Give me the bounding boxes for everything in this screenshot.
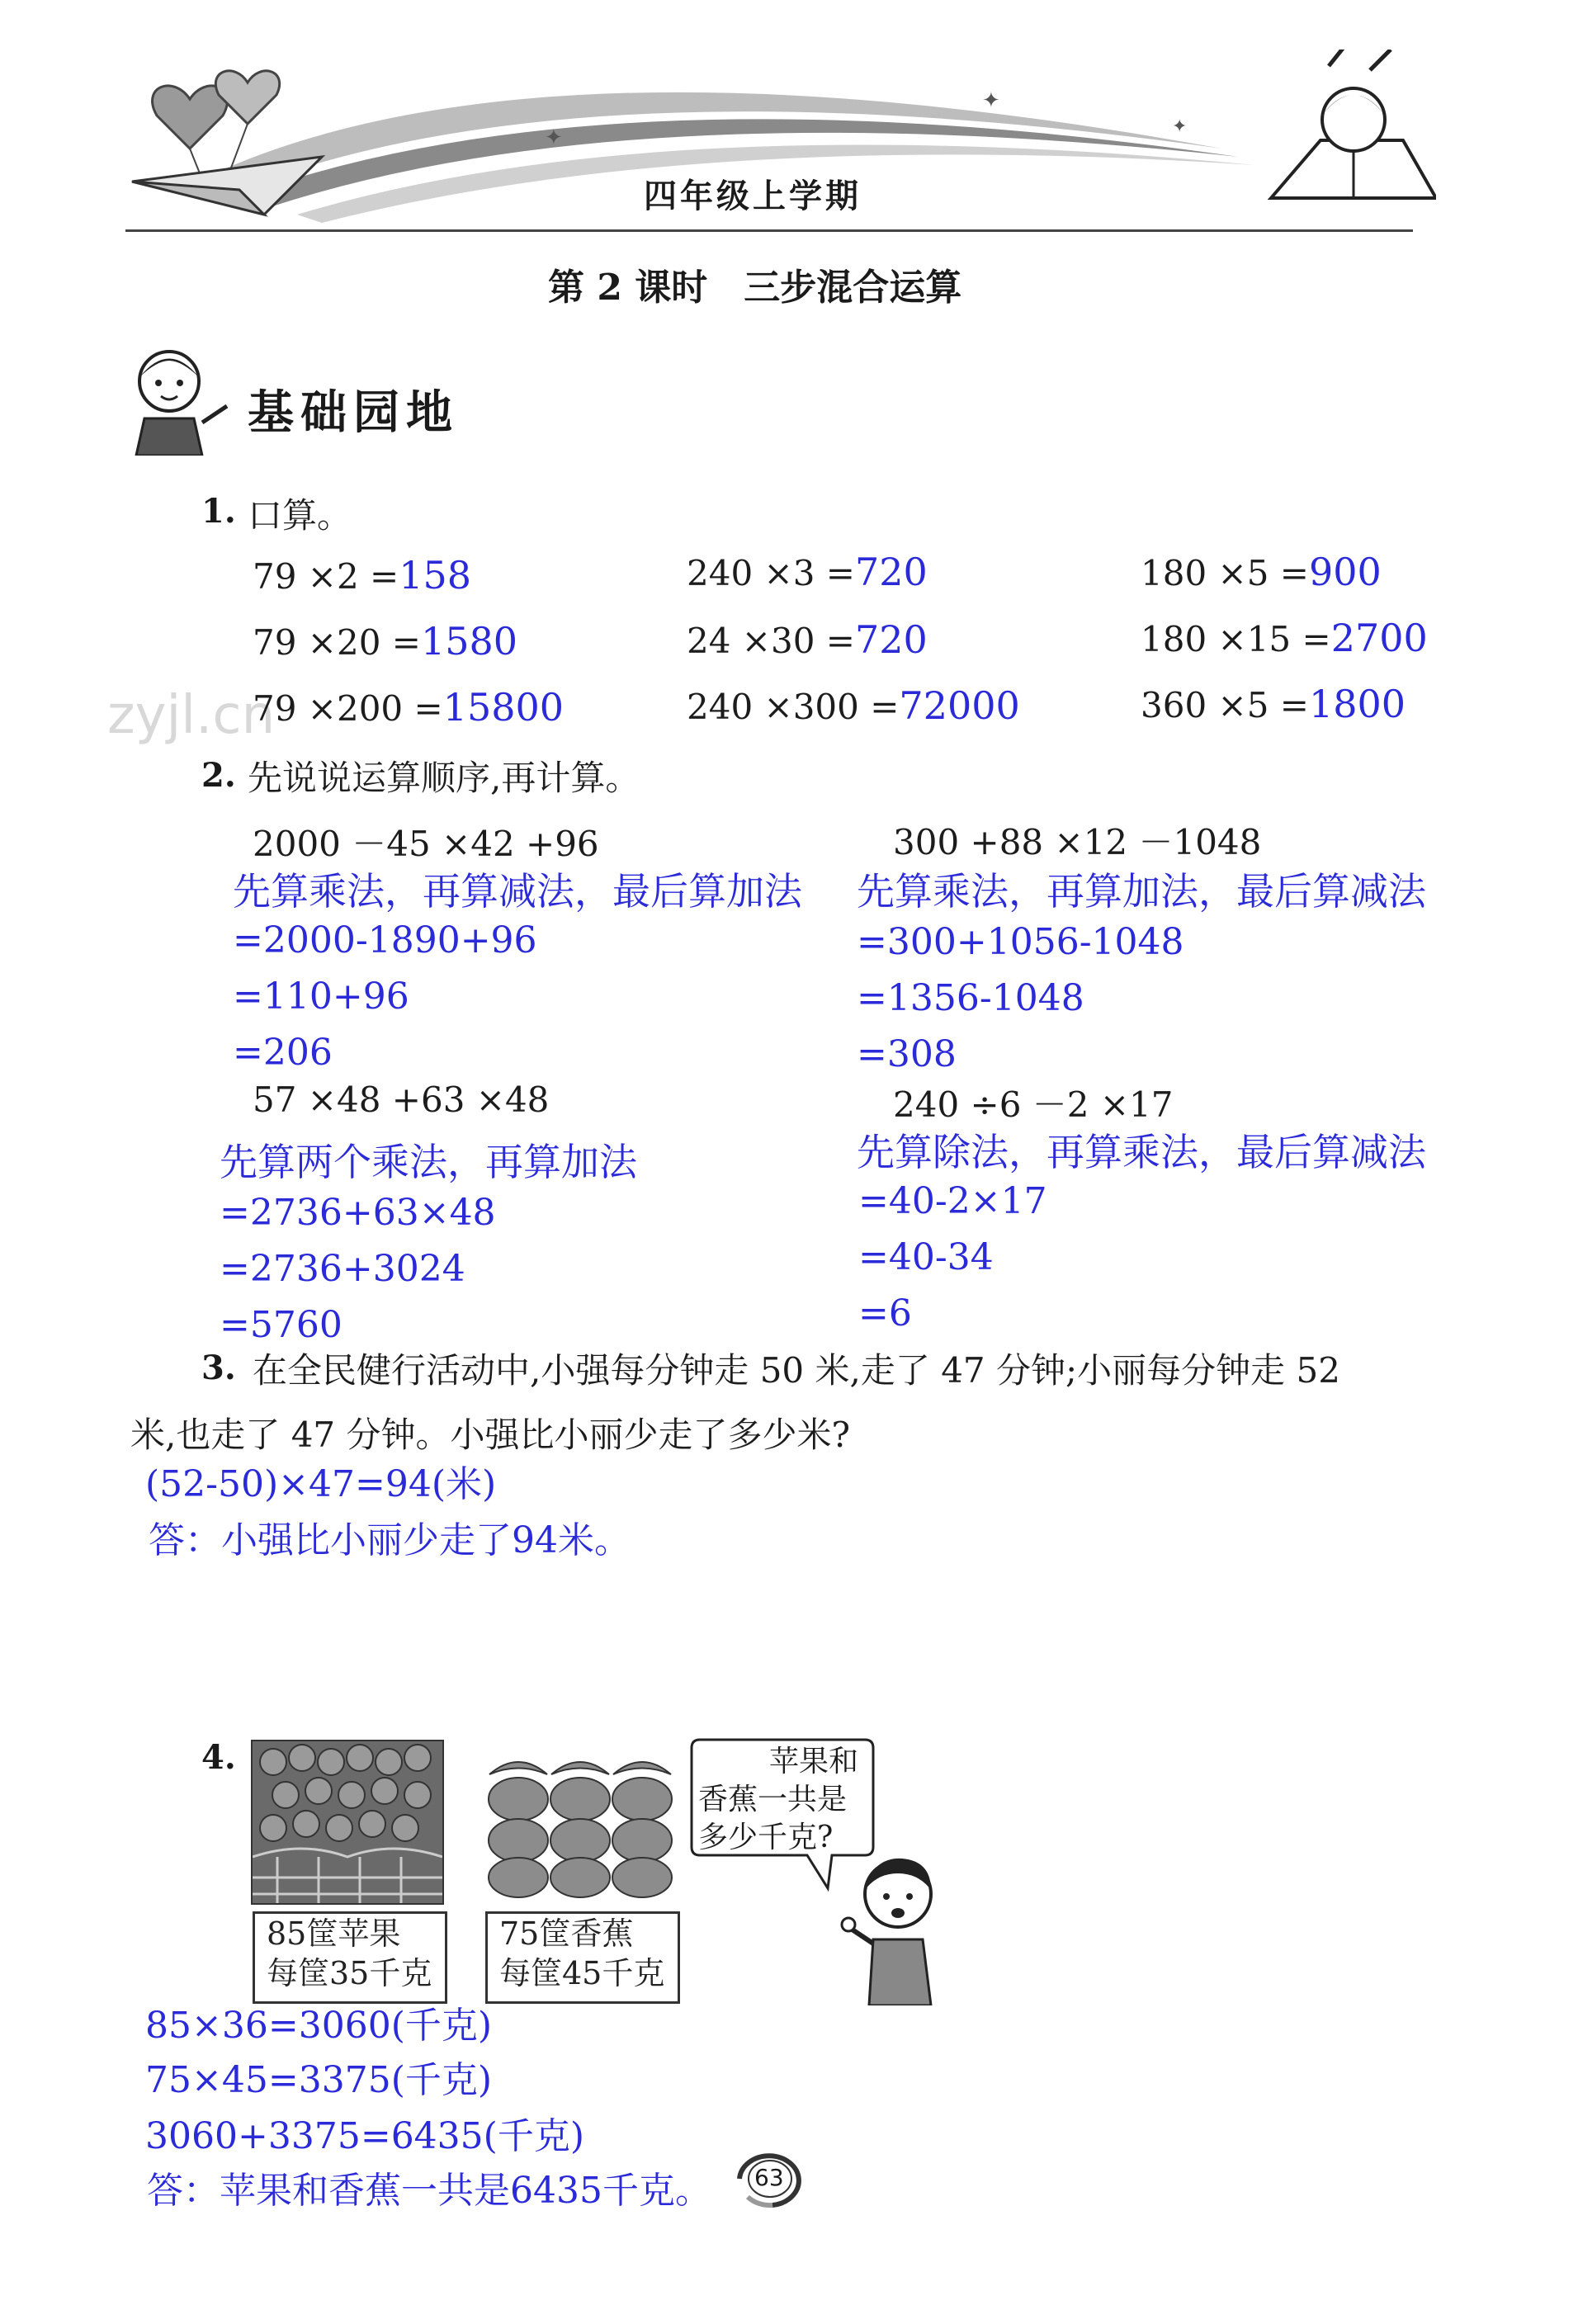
q1-expr: 24 ×30 = [687,621,855,661]
q4-work-line: 85×36=3060(千克) [145,2005,493,2047]
lesson-title: 第 2 课时 三步混合运算 [548,267,962,309]
section-title: 基础园地 [248,386,459,440]
q1-answer: 72000 [899,683,1020,728]
q1-prompt: 口算。 [248,495,352,536]
banana-info-box [485,1911,680,2004]
q2-step: =308 [857,1033,957,1075]
svg-text:✦: ✦ [1172,116,1188,137]
q1-expr: 79 ×2 = [253,556,399,597]
apple-crates-image [251,1740,444,1905]
q1-answer: 720 [854,550,928,594]
q3-text-line: 米,也走了 47 分钟。小强比小丽少走了多少米? [130,1415,851,1455]
q1-item [253,619,517,664]
q1-item [687,683,1020,728]
q2-step: =6 [858,1292,912,1334]
q3-text-line: 在全民健行活动中,小强每分钟走 50 米,走了 47 分钟;小丽每分钟走 52 [253,1350,1340,1391]
q1-expr: 240 ×300 = [687,687,900,727]
q2-step: =40-34 [858,1236,994,1278]
q1-item [253,685,564,730]
q1-expr: 360 ×5 = [1141,685,1309,725]
girl-reading-icon [1271,50,1436,198]
q4-work-line: 3060+3375=6435(千克) [145,2115,584,2157]
q2-order: 先算两个乘法，再算加法 [220,1140,637,1184]
page-number: 63 [754,2164,784,2191]
apple-count-label: 85筐苹果 [267,1915,401,1952]
q1-answer: 158 [399,553,472,598]
bubble-line: 香蕉一共是 [698,1783,848,1816]
q4-work-line: 75×45=3375(千克) [145,2059,493,2101]
q1-expr: 240 ×3 = [687,553,855,593]
q1-item [1141,682,1406,726]
q3-number: 3. [201,1349,236,1387]
q2-step: =2000-1890+96 [233,919,537,961]
q1-expr: 180 ×5 = [1141,553,1309,593]
q4-answer: 答：苹果和香蕉一共是6435千克。 [147,2170,711,2212]
apple-weight-label: 每筐35千克 [267,1955,432,1991]
q1-answer: 720 [854,617,928,662]
q1-answer: 1800 [1308,682,1406,726]
boy-icon [840,1849,947,2005]
svg-text:✦: ✦ [982,88,1000,113]
q2-expression: 2000 －45 ×42 +96 [253,824,599,864]
header-rule [125,229,1413,232]
bubble-line: 苹果和 [769,1745,859,1778]
teacher-icon [124,340,231,456]
q2-step: =300+1056-1048 [857,921,1184,963]
q1-item [687,550,928,594]
q2-prompt: 先说说运算顺序,再计算。 [248,758,640,798]
banana-count-label: 75筐香蕉 [499,1915,634,1952]
q2-step: =40-2×17 [858,1180,1047,1222]
q2-order: 先算乘法，再算加法，最后算减法 [857,869,1426,914]
q2-step: =5760 [220,1304,343,1346]
q3-work: (52-50)×47=94(米) [145,1463,497,1505]
q2-step: =206 [233,1032,333,1074]
banana-crates-image [485,1741,675,1901]
q2-expression: 57 ×48 +63 ×48 [253,1079,550,1120]
q1-answer: 15800 [442,685,565,730]
q1-answer: 900 [1308,550,1382,594]
watermark: zyjl.cn [107,685,276,746]
q1-item [253,553,471,598]
q2-order: 先算乘法，再算减法，最后算加法 [233,869,802,914]
q1-item [1141,550,1382,594]
q1-item [687,617,928,662]
q2-step: =2736+3024 [220,1248,465,1290]
q2-expression: 300 +88 ×12 －1048 [893,822,1262,862]
q2-order: 先算除法，再算乘法，最后算减法 [857,1130,1426,1174]
q1-expr: 79 ×20 = [253,622,421,663]
q1-expr: 180 ×15 = [1141,619,1331,659]
q1-expr: 79 ×200 = [253,688,443,729]
q3-answer: 答：小强比小丽少走了94米。 [149,1519,631,1561]
q1-answer: 1580 [420,619,518,664]
heart-icon [215,71,279,124]
q1-item [1141,616,1428,660]
q2-step: =2736+63×48 [220,1192,496,1234]
grade-label: 四年级上学期 [644,177,862,215]
apple-info-box [253,1911,447,2004]
q2-step: =110+96 [233,975,409,1018]
bubble-line: 多少千克? [698,1821,834,1854]
q1-answer: 2700 [1330,616,1428,660]
q1-number: 1. [201,492,236,531]
q2-step: =1356-1048 [857,977,1084,1019]
q2-expression: 240 ÷6 －2 ×17 [893,1084,1174,1125]
heart-icon [153,86,228,149]
svg-text:✦: ✦ [545,125,563,150]
q2-number: 2. [201,756,236,795]
q4-number: 4. [201,1738,236,1777]
banana-weight-label: 每筐45千克 [499,1955,665,1991]
